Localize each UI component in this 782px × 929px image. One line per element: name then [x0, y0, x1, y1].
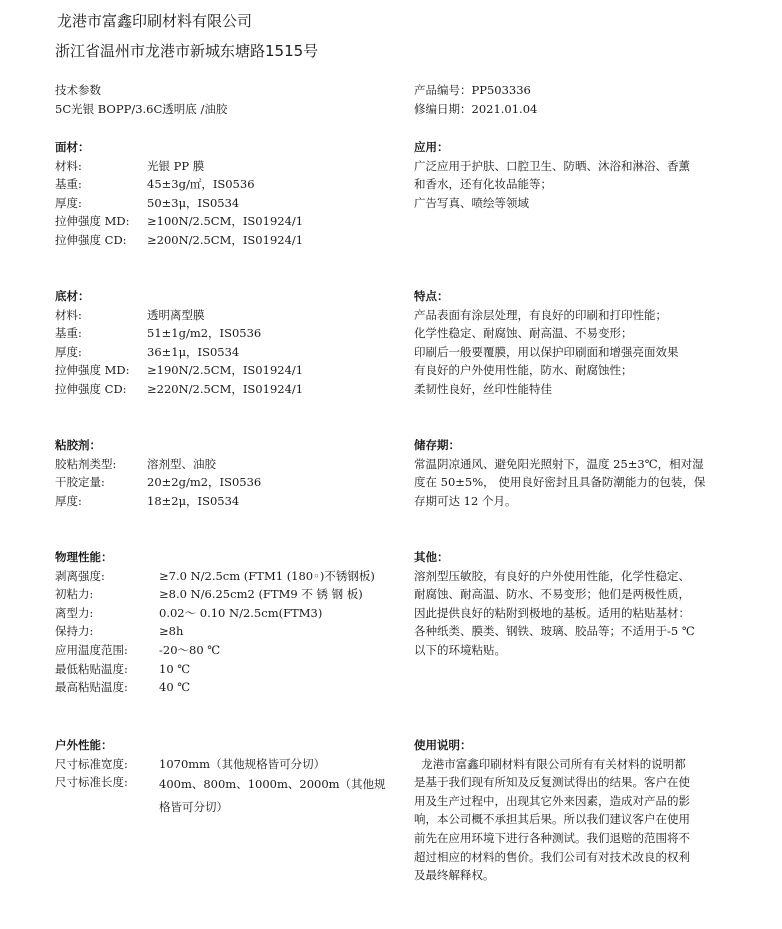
usage-section	[414, 736, 690, 885]
adhesive-row	[55, 492, 261, 511]
face-title: 面材：	[55, 140, 90, 154]
features-line: 化学性稳定、耐腐蚀、耐高温、不易变形；	[414, 326, 633, 341]
row-value: ≥7.0 N/2.5cm (FTM1 (180◦)不锈钢板)	[159, 568, 375, 583]
row-key: 拉伸强度 MD:	[55, 363, 130, 378]
outdoor-row	[55, 755, 389, 774]
adhesive-title: 粘胶剂：	[55, 438, 101, 452]
physical-row	[55, 604, 375, 623]
other-line: 因此提供良好的粘附到极地的基板。适用的粘贴基材：	[414, 605, 690, 620]
row-key: 离型力:	[55, 605, 94, 620]
row-key: 拉伸强度 CD:	[55, 232, 127, 247]
other-section	[414, 548, 695, 660]
adhesive-row	[55, 473, 261, 492]
row-key: 胶粘剂类型:	[55, 456, 117, 471]
usage-line: 前先在应用环境下进行各种测试。我们退赔的范围将不	[414, 830, 690, 845]
product-code: 产品编号：PP503336	[414, 83, 531, 97]
application-line: 和香水，还有化妆品能等；	[414, 177, 552, 192]
row-value: 透明离型膜	[147, 307, 205, 322]
row-value: ≥8h	[159, 624, 184, 639]
meta-right	[414, 81, 537, 119]
adhesive-section	[55, 436, 261, 510]
revise-date: 修编日期：2021.01.04	[414, 102, 538, 116]
storage-line: 存期可达 12 个月。	[414, 493, 517, 508]
base-title: 底材：	[55, 289, 90, 303]
base-row	[55, 306, 303, 325]
row-value: 400m、800m、1000m、2000m（其他规格皆可分切）	[159, 777, 386, 815]
outdoor-row	[55, 773, 389, 819]
row-value: 10 ℃	[159, 661, 191, 676]
physical-section	[55, 548, 375, 697]
face-row	[55, 212, 303, 231]
row-key: 尺寸标准宽度:	[55, 756, 128, 771]
other-line: 耐腐蚀、耐高温、防水、不易变形；他们是两极性质，	[414, 587, 690, 602]
row-key: 最高粘贴温度:	[55, 680, 128, 695]
base-row	[55, 380, 303, 399]
usage-line: 是基于我们现有所知及反复测试得出的结果。客户在使	[414, 775, 690, 790]
face-row	[55, 157, 303, 176]
physical-row	[55, 678, 375, 697]
row-key: 拉伸强度 MD:	[55, 214, 130, 229]
row-key: 厚度:	[55, 344, 82, 359]
row-value: 45±3g/㎡，IS0536	[147, 177, 255, 192]
row-key: 尺寸标准长度:	[55, 775, 128, 790]
row-value: ≥8.0 N/6.25cm2 (FTM9 不 锈 钢 板)	[159, 587, 363, 602]
product-desc: 5C光银 BOPP/3.6C透明底 /油胶	[55, 102, 228, 116]
physical-row	[55, 660, 375, 679]
row-key: 干胶定量:	[55, 475, 105, 490]
usage-line: 用及生产过程中，出现其它外来因素，造成对产品的影	[414, 793, 690, 808]
row-value: 1070mm（其他规格皆可分切）	[159, 756, 326, 771]
physical-row	[55, 641, 375, 660]
base-row	[55, 324, 303, 343]
row-key: 基重:	[55, 177, 82, 192]
usage-line: 龙港市富鑫印刷材料有限公司所有有关材料的说明都	[414, 756, 686, 771]
physical-row	[55, 585, 375, 604]
other-line: 各种纸类、膜类、钢铁、玻璃、胶品等；不适用于-5 ℃	[414, 624, 695, 639]
row-value: -20～80 ℃	[159, 642, 221, 657]
row-value: 20±2g/m2，IS0536	[147, 475, 262, 490]
face-row	[55, 175, 303, 194]
application-line: 广告写真、喷绘等领域	[414, 195, 529, 210]
features-title: 特点：	[414, 289, 449, 303]
storage-section	[414, 436, 705, 510]
row-value: 36±1μ，IS0534	[147, 344, 240, 359]
row-key: 初粘力:	[55, 587, 94, 602]
features-section	[414, 287, 679, 399]
features-line: 印刷后一般要覆膜，用以保护印刷面和增强亮面效果	[414, 344, 679, 359]
row-value: 51±1g/m2，IS0536	[147, 326, 262, 341]
row-key: 应用温度范围:	[55, 642, 128, 657]
company-name: 龙港市富鑫印刷材料有限公司	[57, 12, 253, 30]
row-key: 最低粘贴温度:	[55, 661, 128, 676]
base-row	[55, 343, 303, 362]
application-section	[414, 138, 690, 212]
features-line: 产品表面有涂层处理，有良好的印刷和打印性能；	[414, 307, 667, 322]
physical-row	[55, 567, 375, 586]
row-value: ≥190N/2.5CM，IS01924/1	[147, 363, 304, 378]
storage-title: 储存期：	[414, 438, 460, 452]
row-value: ≥220N/2.5CM，IS01924/1	[147, 381, 304, 396]
other-line: 溶剂型压敏胶，有良好的户外使用性能，化学性稳定、	[414, 568, 690, 583]
row-value: 光银 PP 膜	[147, 158, 205, 173]
application-title: 应用：	[414, 140, 449, 154]
base-section	[55, 287, 303, 399]
face-row	[55, 194, 303, 213]
row-key: 材料:	[55, 158, 82, 173]
adhesive-row	[55, 455, 261, 474]
usage-title: 使用说明：	[414, 738, 472, 752]
row-key: 材料:	[55, 307, 82, 322]
row-value: 0.02～ 0.10 N/2.5cm(FTM3)	[159, 605, 323, 620]
face-section	[55, 138, 303, 250]
row-key: 保持力:	[55, 624, 94, 639]
meta-left	[55, 81, 227, 119]
storage-line: 度在 50±5%， 使用良好密封且具备防潮能力的包装，保	[414, 475, 706, 490]
base-row	[55, 361, 303, 380]
row-key: 基重:	[55, 326, 82, 341]
physical-title: 物理性能：	[55, 550, 113, 564]
company-address: 浙江省温州市龙港市新城东塘路1515号	[55, 42, 319, 60]
face-row	[55, 231, 303, 250]
usage-line: 及最终解释权。	[414, 868, 495, 883]
row-key: 剥离强度:	[55, 568, 105, 583]
features-line: 柔韧性良好，丝印性能特佳	[414, 381, 552, 396]
row-value: ≥100N/2.5CM，IS01924/1	[147, 214, 304, 229]
row-key: 拉伸强度 CD:	[55, 381, 127, 396]
outdoor-section	[55, 736, 389, 819]
application-line: 广泛应用于护肤、口腔卫生、防晒、沐浴和淋浴、香薰	[414, 158, 690, 173]
row-value: 40 ℃	[159, 680, 191, 695]
other-line: 以下的环境粘贴。	[414, 642, 506, 657]
usage-line: 超过相应的材料的售价。我们公司有对技术改良的权利	[414, 849, 690, 864]
row-key: 厚度:	[55, 195, 82, 210]
other-title: 其他：	[414, 550, 449, 564]
storage-line: 常温阴凉通风、避免阳光照射下，温度 25±3℃，相对湿	[414, 456, 704, 471]
tech-label: 技术参数	[55, 83, 101, 97]
row-value: 18±2μ，IS0534	[147, 493, 240, 508]
physical-row	[55, 622, 375, 641]
outdoor-title: 户外性能：	[55, 738, 113, 752]
row-value: ≥200N/2.5CM，IS01924/1	[147, 232, 304, 247]
features-line: 有良好的户外使用性能，防水、耐腐蚀性；	[414, 363, 633, 378]
row-value: 50±3μ，IS0534	[147, 195, 240, 210]
row-key: 厚度:	[55, 493, 82, 508]
usage-line: 响，本公司概不承担其后果。所以我们建议客户在使用	[414, 812, 690, 827]
row-value: 溶剂型、油胶	[147, 456, 216, 471]
